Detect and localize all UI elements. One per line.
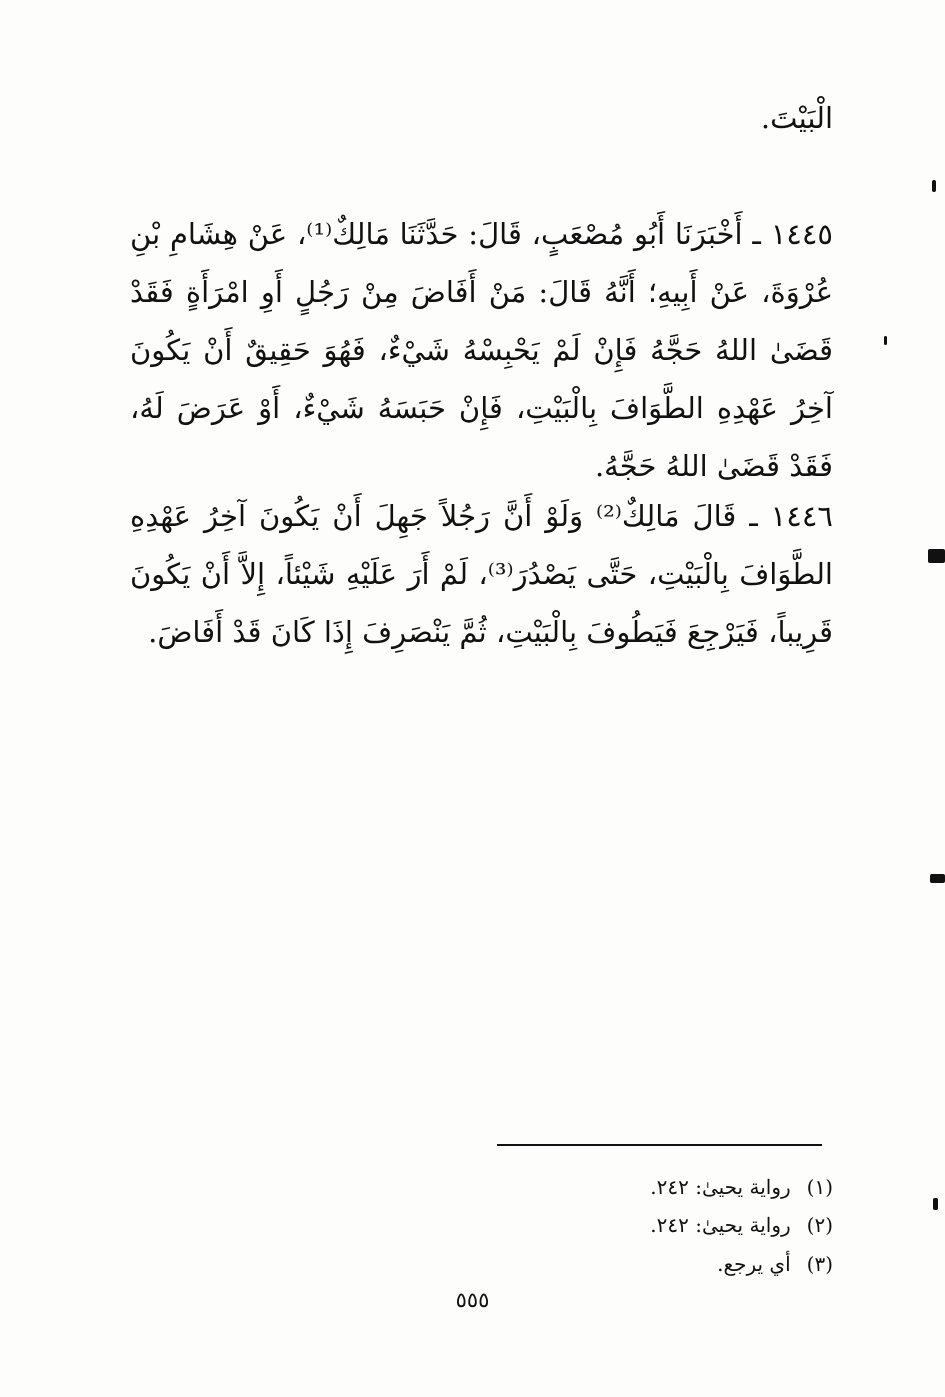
footnote-1-text: رواية يحيىٰ: ٢٤٢. (650, 1175, 791, 1199)
scan-mark (932, 180, 936, 192)
page-number: ٥٥٥ (455, 1288, 490, 1312)
scan-mark (884, 336, 887, 345)
footnote-1-number: (١) (806, 1175, 833, 1199)
footnote-separator (497, 1144, 822, 1146)
footnote-3-text: أي يرجع. (717, 1252, 791, 1276)
footnote-2-text: رواية يحيىٰ: ٢٤٢. (650, 1213, 791, 1237)
paragraph-1445: ١٤٤٥ ـ أَخْبَرَنَا أَبُو مُصْعَبٍ، قَالَ: حَدَّثَنَا مَالِكٌ⁽¹⁾، عَنْ هِشَامِ بْنِ عُرْوَةَ، عَنْ أَبِيهِ؛ أَنَّهُ قَالَ: مَنْ أَفَاضَ مِنْ رَجُلٍ أَوِ امْرَأَةٍ فَقَدْ قَضَىٰ اللهُ حَجَّهُ فَإِنْ لَمْ يَحْبِسْهُ شَيْءٌ، فَهُوَ حَقِيقٌ أَنْ يَكُونَ آخِرُ عَهْدِهِ الطَّوَافَ بِالْبَيْتِ، فَإِنْ حَبَسَهُ شَيْءٌ، أَوْ عَرَضَ لَهُ، فَقَدْ قَضَىٰ اللهُ حَجَّهُ. (130, 217, 834, 483)
footnote-2-number: (٢) (806, 1213, 833, 1237)
paragraph-1446: ١٤٤٦ ـ قَالَ مَالِكٌ⁽²⁾ وَلَوْ أَنَّ رَجُلاً جَهِلَ أَنْ يَكُونَ آخِرُ عَهْدِهِ الطَّوَافَ بِالْبَيْتِ، حَتَّى يَصْدُرَ⁽³⁾، لَمْ أَرَ عَلَيْهِ شَيْئاً، إِلاَّ أَنْ يَكُونَ قَرِيباً، فَيَرْجِعَ فَيَطُوفَ بِالْبَيْتِ، ثُمَّ يَنْصَرِفَ إِذَا كَانَ قَدْ أَفَاضَ. (130, 499, 833, 649)
footnote-2 (650, 1212, 833, 1238)
footnote-3 (717, 1251, 833, 1277)
footnote-1 (650, 1174, 833, 1200)
carry-over-text: الْبَيْتَ. (760, 101, 833, 135)
scan-mark (933, 1198, 938, 1210)
footnote-3-number: (٣) (806, 1252, 833, 1276)
scan-mark (928, 549, 945, 563)
scan-mark (930, 874, 945, 883)
